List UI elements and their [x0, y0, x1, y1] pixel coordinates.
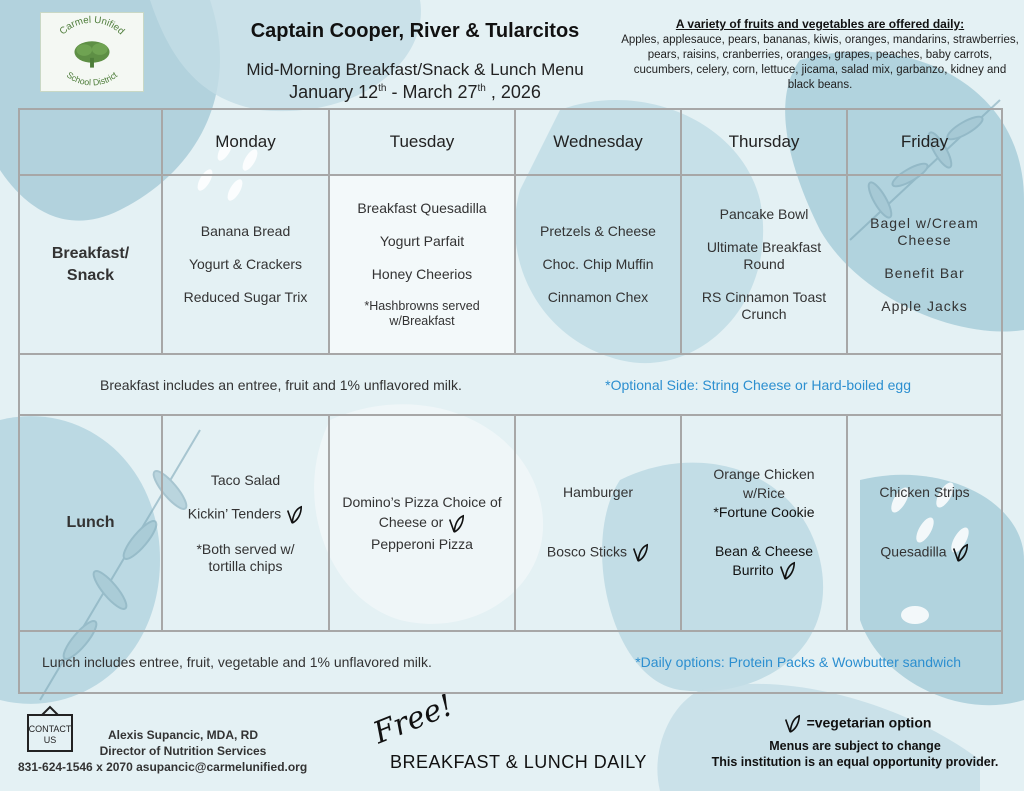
free-script: Free!	[368, 687, 459, 752]
breakfast-monday	[161, 174, 330, 355]
list-item: Benefit Bar	[884, 264, 965, 281]
date-range: January 12th - March 27th , 2026	[289, 82, 541, 102]
list-item: *Hashbrowns served w/Breakfast	[364, 299, 480, 328]
list-item: Orange Chicken w/Rice	[713, 465, 815, 501]
produce-title: A variety of fruits and vegetables are offered daily:	[675, 17, 965, 31]
contact-line-1: CONTACT	[28, 724, 72, 734]
leaf-icon	[285, 505, 303, 525]
list-item: Yogurt & Crackers	[188, 256, 303, 272]
breakfast-optional-side: *Optional Side: String Cheese or Hard-boiled egg	[605, 376, 911, 393]
list-item: Ultimate Breakfast Round	[706, 239, 822, 272]
list-item: *Both served w/ tortilla chips	[196, 540, 295, 574]
list-item: Pretzels & Cheese	[540, 223, 656, 239]
leaf-icon	[778, 561, 796, 581]
lunch-note: Lunch includes entree, fruit, vegetable and 1% unflavored milk.	[42, 654, 432, 670]
leaf-icon	[631, 543, 649, 563]
tree-icon	[41, 13, 143, 91]
breakfast-note-bar	[18, 353, 1003, 416]
header-friday: Friday	[846, 108, 1003, 176]
page-subtitle: Mid-Morning Breakfast/Snack & Lunch Menu	[246, 60, 584, 79]
list-item: Quesadilla	[880, 543, 968, 563]
legend-block	[700, 714, 1010, 770]
list-item: Bean & Cheese	[714, 542, 814, 559]
svg-text:Carmel Unified	[58, 15, 127, 38]
equal-opportunity-note: This institution is an equal opportunity provider.	[711, 755, 999, 769]
list-item: Reduced Sugar Trix	[183, 289, 308, 305]
lunch-friday	[846, 414, 1003, 632]
list-item: Yogurt Parfait	[379, 233, 465, 249]
corner-cell	[18, 108, 163, 176]
breakfast-note: Breakfast includes an entree, fruit and 1% unflavored milk.	[100, 376, 462, 393]
header-thursday: Thursday	[680, 108, 848, 176]
list-item: Chicken Strips	[879, 483, 970, 500]
lunch-note-bar	[18, 630, 1003, 694]
contact-phone-email: 831-624-1546 x 2070 asupancic@carmelunified.org	[18, 760, 308, 774]
leaf-icon	[783, 714, 801, 734]
daily-banner: BREAKFAST & LUNCH DAILY	[390, 752, 647, 772]
list-item: Pancake Bowl	[719, 206, 809, 222]
page-title: Captain Cooper, River & Tularcitos	[250, 20, 580, 42]
produce-list: Apples, applesauce, pears, bananas, kiwis, oranges, mandarins, strawberries, pears, raisins, cranberries, oranges, grapes, peaches, baby carrots, cucumbers, celery, corn, lettuce, jicama, salad mix, garbanzo, kidney and black beans.	[621, 34, 1019, 91]
logo-text-top: Carmel Unified	[57, 14, 127, 38]
lunch-thursday	[680, 414, 848, 632]
list-item: Kickin’ Tenders	[188, 505, 303, 525]
list-item: Apple Jacks	[881, 297, 968, 314]
breakfast-wednesday	[514, 174, 682, 355]
contact-block	[88, 727, 278, 759]
header-tuesday: Tuesday	[328, 108, 516, 176]
breakfast-tuesday	[328, 174, 516, 355]
lunch-wednesday	[514, 414, 682, 632]
menu-grid	[18, 108, 1003, 694]
list-item: Taco Salad	[210, 471, 281, 488]
list-item: Hamburger	[562, 483, 634, 500]
contact-line-2: US	[43, 735, 57, 745]
breakfast-label: Breakfast/ Snack	[18, 174, 163, 355]
lunch-tuesday	[328, 414, 516, 632]
lunch-label: Lunch	[18, 414, 163, 632]
legend-row	[700, 714, 1010, 734]
contact-name: Alexis Supancic, MDA, RD	[107, 728, 259, 742]
list-item: Pepperoni Pizza	[371, 535, 473, 552]
lunch-monday	[161, 414, 330, 632]
header-monday: Monday	[161, 108, 330, 176]
leaf-icon	[951, 543, 969, 563]
list-item: Domino’s Pizza Choice of Cheese or	[342, 492, 502, 533]
district-logo	[40, 12, 144, 92]
leaf-icon	[447, 514, 465, 534]
list-item: Choc. Chip Muffin	[542, 256, 654, 272]
list-item: Burrito	[732, 561, 795, 581]
legend-text: =vegetarian option	[806, 714, 932, 731]
breakfast-thursday	[680, 174, 848, 355]
list-item: *Fortune Cookie	[713, 503, 815, 520]
list-item: Bagel w/Cream Cheese	[870, 214, 979, 248]
list-item: Bosco Sticks	[547, 543, 649, 563]
contact-icon	[26, 705, 74, 753]
contact-role: Director of Nutrition Services	[99, 744, 267, 758]
list-item: Breakfast Quesadilla	[357, 200, 487, 216]
list-item: Honey Cheerios	[371, 266, 473, 282]
header-wednesday: Wednesday	[514, 108, 682, 176]
list-item: Cinnamon Chex	[547, 289, 649, 305]
lunch-daily-options: *Daily options: Protein Packs & Wowbutter sandwich	[635, 654, 961, 670]
list-item: RS Cinnamon Toast Crunch	[701, 289, 827, 322]
breakfast-friday	[846, 174, 1003, 355]
change-note: Menus are subject to change	[769, 739, 941, 753]
svg-text:School District	[65, 69, 120, 87]
list-item: Banana Bread	[200, 223, 291, 239]
logo-text-bottom: School District	[64, 69, 120, 88]
